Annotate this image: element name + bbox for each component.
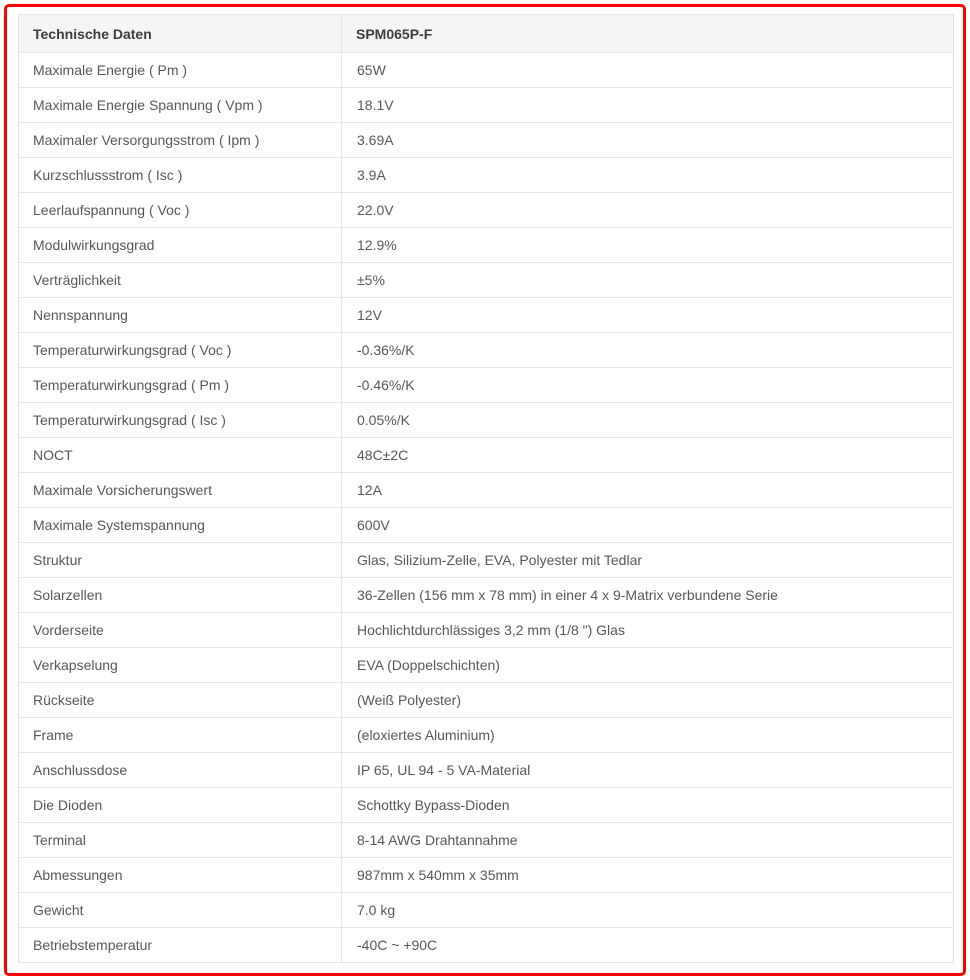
spec-value-cell: 12A [342, 473, 954, 508]
red-border-frame [4, 4, 966, 976]
spec-value-cell: IP 65, UL 94 - 5 VA-Material [342, 753, 954, 788]
spec-value-cell: 3.9A [342, 158, 954, 193]
spec-value-cell: 22.0V [342, 193, 954, 228]
spec-label-cell: Temperaturwirkungsgrad ( Pm ) [19, 368, 342, 403]
table-row [19, 53, 954, 88]
spec-value-cell: 36-Zellen (156 mm x 78 mm) in einer 4 x 9-Matrix verbundene Serie [342, 578, 954, 613]
table-row [19, 928, 954, 963]
table-row [19, 193, 954, 228]
table-row [19, 543, 954, 578]
spec-value-cell: 48C±2C [342, 438, 954, 473]
technical-data-table [18, 14, 954, 963]
table-row [19, 753, 954, 788]
spec-label-cell: Verträglichkeit [19, 263, 342, 298]
spec-value-cell: 987mm x 540mm x 35mm [342, 858, 954, 893]
spec-label-cell: Gewicht [19, 893, 342, 928]
spec-label-cell: Temperaturwirkungsgrad ( Voc ) [19, 333, 342, 368]
spec-label-cell: Maximale Energie Spannung ( Vpm ) [19, 88, 342, 123]
table-row [19, 158, 954, 193]
spec-label-cell: Struktur [19, 543, 342, 578]
spec-label-cell: Frame [19, 718, 342, 753]
table-row [19, 298, 954, 333]
spec-label-cell: Verkapselung [19, 648, 342, 683]
spec-value-cell: -0.46%/K [342, 368, 954, 403]
table-row [19, 648, 954, 683]
spec-label-cell: Leerlaufspannung ( Voc ) [19, 193, 342, 228]
spec-label-cell: Betriebstemperatur [19, 928, 342, 963]
table-row [19, 403, 954, 438]
table-row [19, 718, 954, 753]
table-row [19, 263, 954, 298]
spec-value-cell: (Weiß Polyester) [342, 683, 954, 718]
table-row [19, 333, 954, 368]
spec-label-cell: Maximale Energie ( Pm ) [19, 53, 342, 88]
table-header-label: Technische Daten [19, 15, 342, 53]
table-row [19, 123, 954, 158]
spec-label-cell: Vorderseite [19, 613, 342, 648]
spec-value-cell: Hochlichtdurchlässiges 3,2 mm (1/8 ") Glas [342, 613, 954, 648]
table-row [19, 788, 954, 823]
spec-label-cell: Modulwirkungsgrad [19, 228, 342, 263]
spec-value-cell: 8-14 AWG Drahtannahme [342, 823, 954, 858]
spec-label-cell: Maximale Systemspannung [19, 508, 342, 543]
spec-value-cell: 600V [342, 508, 954, 543]
table-header-row [19, 15, 954, 53]
spec-value-cell: -0.36%/K [342, 333, 954, 368]
spec-value-cell: 0.05%/K [342, 403, 954, 438]
spec-label-cell: Solarzellen [19, 578, 342, 613]
spec-value-cell: 7.0 kg [342, 893, 954, 928]
spec-value-cell: (eloxiertes Aluminium) [342, 718, 954, 753]
table-header-model: SPM065P-F [342, 15, 954, 53]
table-row [19, 438, 954, 473]
table-row [19, 88, 954, 123]
spec-value-cell: ±5% [342, 263, 954, 298]
spec-label-cell: Rückseite [19, 683, 342, 718]
table-row [19, 228, 954, 263]
spec-value-cell: 65W [342, 53, 954, 88]
spec-value-cell: 12V [342, 298, 954, 333]
spec-label-cell: Nennspannung [19, 298, 342, 333]
table-row [19, 858, 954, 893]
spec-value-cell: 18.1V [342, 88, 954, 123]
table-row [19, 368, 954, 403]
table-row [19, 823, 954, 858]
spec-label-cell: Die Dioden [19, 788, 342, 823]
table-row [19, 613, 954, 648]
spec-label-cell: Anschlussdose [19, 753, 342, 788]
spec-value-cell: EVA (Doppelschichten) [342, 648, 954, 683]
table-row [19, 578, 954, 613]
spec-label-cell: Terminal [19, 823, 342, 858]
spec-label-cell: NOCT [19, 438, 342, 473]
table-row [19, 473, 954, 508]
spec-label-cell: Maximale Vorsicherungswert [19, 473, 342, 508]
table-row [19, 893, 954, 928]
spec-value-cell: 3.69A [342, 123, 954, 158]
spec-value-cell: Glas, Silizium-Zelle, EVA, Polyester mit Tedlar [342, 543, 954, 578]
table-row [19, 508, 954, 543]
table-row [19, 683, 954, 718]
spec-label-cell: Abmessungen [19, 858, 342, 893]
spec-value-cell: -40C ~ +90C [342, 928, 954, 963]
spec-label-cell: Kurzschlussstrom ( Isc ) [19, 158, 342, 193]
spec-value-cell: 12.9% [342, 228, 954, 263]
spec-label-cell: Temperaturwirkungsgrad ( Isc ) [19, 403, 342, 438]
spec-label-cell: Maximaler Versorgungsstrom ( Ipm ) [19, 123, 342, 158]
spec-value-cell: Schottky Bypass-Dioden [342, 788, 954, 823]
